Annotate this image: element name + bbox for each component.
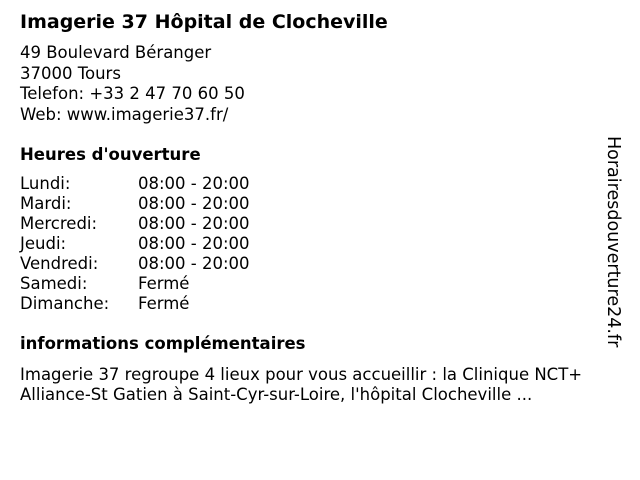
address-street: 49 Boulevard Béranger	[20, 43, 212, 62]
description-line: Imagerie 37 regroupe 4 lieux pour vous accueillir : la Clinique NCT+	[20, 365, 583, 384]
hours-day: Mercredi:	[20, 214, 98, 233]
info-heading: informations complémentaires	[20, 334, 306, 353]
address-city: 37000 Tours	[20, 63, 121, 83]
hours-day: Jeudi:	[20, 234, 67, 253]
hours-day: Lundi:	[20, 174, 71, 193]
watermark-text: Horairesdouverture24.fr	[603, 136, 623, 348]
hours-day: Mardi:	[20, 194, 72, 213]
hours-day: Dimanche:	[20, 294, 110, 313]
phone-number: Telefon: +33 2 47 70 60 50	[20, 84, 245, 103]
hours-time: Fermé	[138, 294, 190, 313]
hours-time: 08:00 - 20:00	[138, 174, 250, 193]
description-line: Alliance-St Gatien à Saint-Cyr-sur-Loire, l'hôpital Clocheville ...	[20, 385, 533, 404]
hours-day: Samedi:	[20, 274, 88, 293]
website: Web: www.imagerie37.fr/	[20, 104, 229, 124]
address-block	[20, 43, 245, 125]
description-text	[20, 365, 620, 405]
hours-time: 08:00 - 20:00	[138, 254, 250, 273]
hours-time: Fermé	[138, 274, 190, 293]
hours-heading: Heures d'ouverture	[20, 145, 201, 164]
page-title: Imagerie 37 Hôpital de Clocheville	[20, 11, 388, 33]
hours-time: 08:00 - 20:00	[138, 194, 250, 213]
hours-time: 08:00 - 20:00	[138, 214, 250, 233]
hours-time: 08:00 - 20:00	[138, 234, 250, 253]
hours-day: Vendredi:	[20, 254, 99, 273]
